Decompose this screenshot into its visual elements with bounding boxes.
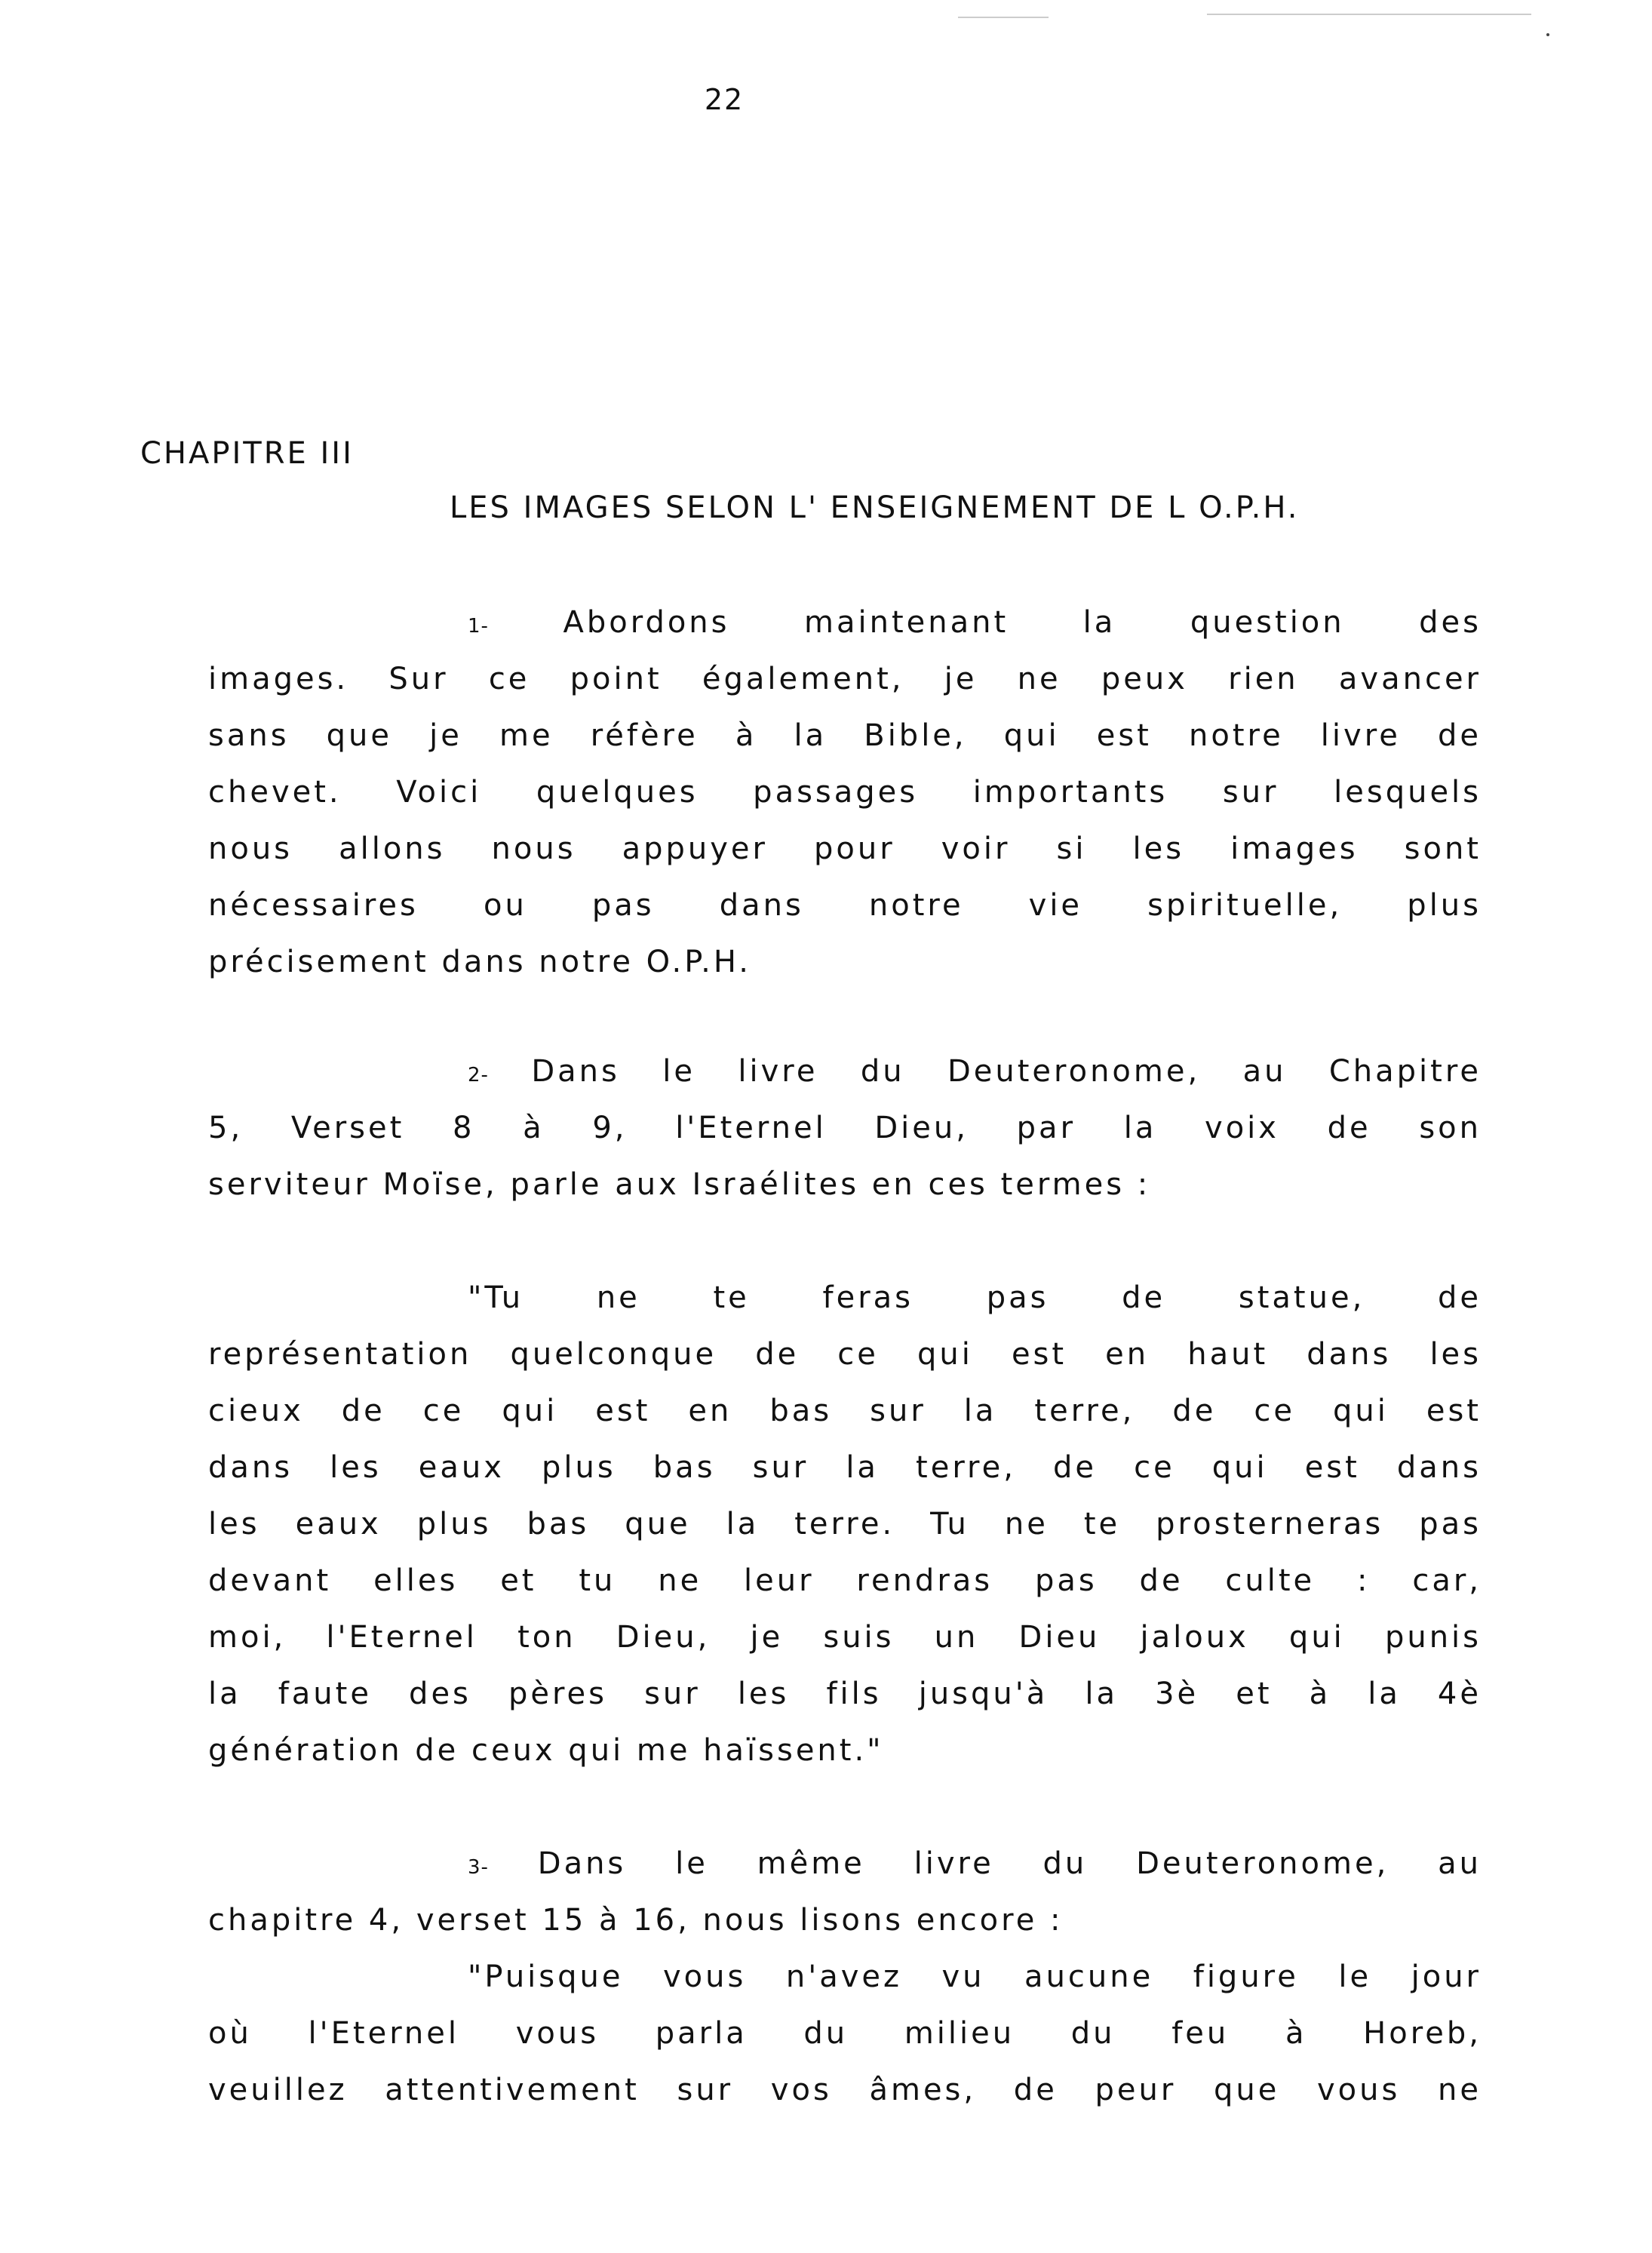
paragraph-line: précisement dans notre O.P.H. — [208, 945, 751, 979]
quote-line: où l'Eternel vous parla du milieu du feu à Horeb, — [208, 2016, 1482, 2051]
quote-line: "Puisque vous n'avez vu aucune figure le jour — [468, 1959, 1482, 1994]
paragraph-line: 5, Verset 8 à 9, l'Eternel Dieu, par la voix de son — [208, 1111, 1482, 1145]
quote-line: dans les eaux plus bas sur la terre, de ce qui est dans — [208, 1450, 1482, 1485]
quote-line: représentation quelconque de ce qui est en haut dans les — [208, 1337, 1482, 1372]
scan-artifact — [1207, 14, 1531, 15]
quote-line: cieux de ce qui est en bas sur la terre, de ce qui est — [208, 1394, 1482, 1428]
paragraph-line: nous allons nous appuyer pour voir si les images sont — [208, 831, 1482, 866]
line-text: Dans le livre du Deuteronome, au Chapitre — [531, 1054, 1482, 1089]
quote-line: moi, l'Eternel ton Dieu, je suis un Dieu jaloux qui punis — [208, 1620, 1482, 1655]
quote-line: devant elles et tu ne leur rendras pas de culte : car, — [208, 1563, 1482, 1598]
quote-line: la faute des pères sur les fils jusqu'à la 3è et à la 4è — [208, 1677, 1482, 1711]
line-text: Dans le même livre du Deuteronome, au — [537, 1846, 1482, 1881]
paragraph-line: chevet. Voici quelques passages importants sur lesquels — [208, 775, 1482, 810]
page-number: 22 — [704, 83, 745, 116]
paragraph-line: sans que je me réfère à la Bible, qui est notre livre de — [208, 718, 1482, 753]
paragraph-line: chapitre 4, verset 15 à 16, nous lisons encore : — [208, 1903, 1064, 1938]
scan-artifact — [958, 17, 1049, 18]
quote-line: "Tu ne te feras pas de statue, de — [468, 1280, 1482, 1315]
quote-line: les eaux plus bas que la terre. Tu ne te prosterneras pas — [208, 1507, 1482, 1541]
section-number: 3- — [468, 1856, 489, 1879]
line-text: Abordons maintenant la question des — [563, 605, 1482, 640]
paragraph-line — [468, 1049, 1482, 1094]
paragraph-line: images. Sur ce point également, je ne peux rien avancer — [208, 662, 1482, 696]
paragraph-line: nécessaires ou pas dans notre vie spirituelle, plus — [208, 888, 1482, 923]
chapter-title: LES IMAGES SELON L' ENSEIGNEMENT DE L O.P.H. — [450, 490, 1300, 525]
paragraph-line — [468, 1841, 1482, 1886]
paragraph-line — [468, 600, 1482, 645]
section-number: 1- — [468, 615, 489, 638]
quote-line: génération de ceux qui me haïssent." — [208, 1733, 884, 1768]
section-number: 2- — [468, 1064, 489, 1087]
scan-dot — [1546, 33, 1549, 36]
quote-line: veuillez attentivement sur vos âmes, de peur que vous ne — [208, 2073, 1482, 2107]
chapter-label: CHAPITRE III — [140, 436, 354, 471]
paragraph-line: serviteur Moïse, parle aux Israélites en ces termes : — [208, 1167, 1151, 1202]
